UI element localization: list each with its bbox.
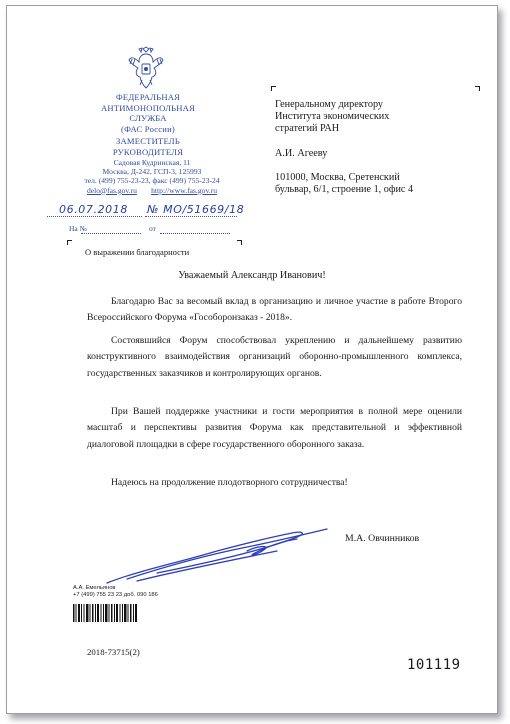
number-handwritten: № МО/51669/18	[147, 203, 245, 216]
signer-name: М.А. Овчинников	[345, 533, 420, 544]
corner-mark	[237, 240, 242, 245]
letter-subject: О выражении благодарности	[85, 247, 190, 257]
recipient-address-line: 101000, Москва, Сретенский	[275, 171, 400, 183]
body-paragraph: Благодарю Вас за весомый вклад в организацию и личное участие в работе Второго Всероссийского Форума «Гособоронзаказ - 2018».	[87, 296, 462, 324]
salutation: Уважаемый Александр Иванович!	[178, 270, 326, 281]
ref-date-label: от	[149, 224, 156, 233]
signature-icon	[97, 521, 347, 591]
executor-info	[73, 585, 158, 599]
recipient-line: стратегий РАН	[275, 123, 340, 135]
address-line: тел. (499) 755-23-23, факс (499) 755-23-24	[84, 176, 220, 186]
date-handwritten: 06.07.2018	[59, 203, 128, 216]
org-line: (ФАС России)	[121, 123, 175, 134]
sender-email[interactable]: delo@fas.gov.ru	[87, 185, 137, 195]
coat-of-arms-icon	[127, 46, 165, 90]
recipient-line: Генеральному директору	[275, 99, 384, 110]
body-paragraph: При Вашей поддержке участники и гости мероприятия в полной мере оценили масштаб и перспективы развития Форума как представительной и эффективной диалоговой площадки в сфере государственного оборонного заказа.	[87, 406, 462, 450]
number-line	[145, 216, 237, 217]
ref-number-label: На №	[69, 224, 87, 233]
org-line: АНТИМОНОПОЛЬНАЯ	[100, 102, 196, 113]
ref-number-line	[81, 233, 141, 234]
sender-address	[83, 158, 221, 195]
sender-organization	[83, 92, 213, 157]
address-line: Садовая Кудринская, 11	[113, 158, 191, 167]
corner-mark	[67, 240, 72, 245]
barcode-icon	[73, 604, 137, 622]
ref-date-line	[160, 233, 230, 234]
sender-website[interactable]: http://www.fas.gov.ru	[151, 185, 217, 195]
body-paragraph: Надеюсь на продолжение плодотворного сотрудничества!	[111, 477, 348, 488]
org-line: ФЕДЕРАЛЬНАЯ	[115, 92, 181, 102]
position-line: ЗАМЕСТИТЕЛЬ	[116, 136, 180, 146]
recipient-name: А.И. Агееву	[275, 147, 328, 159]
recipient-block	[275, 99, 475, 196]
body-paragraph: Состоявшийся Форум способствовал укреплению и дальнейшему развитию конструктивного взаимодействия организаций оборонно-промышленного комплекса, государственных заказчиков и контролирующих органов.	[87, 335, 462, 379]
recipient-address-line: бульвар, 6/1, строение 1, офис 4	[275, 184, 414, 196]
org-line: СЛУЖБА	[129, 113, 167, 123]
recipient-line: Института экономических	[275, 111, 390, 123]
incoming-stamp-number: 101119	[407, 657, 461, 673]
registration-number: 2018-73715(2)	[87, 647, 140, 657]
executor-name: А.А. Емельянов	[73, 585, 116, 591]
letter-page	[6, 5, 498, 714]
executor-phone: +7 (499) 755 23 23 доб. 090 186	[73, 592, 158, 598]
address-line: Москва, Д-242, ГСП-3, 125993	[102, 167, 202, 177]
position-line: РУКОВОДИТЕЛЯ	[112, 146, 184, 157]
corner-mark	[475, 86, 480, 91]
date-line	[47, 216, 142, 217]
corner-mark	[271, 86, 276, 91]
